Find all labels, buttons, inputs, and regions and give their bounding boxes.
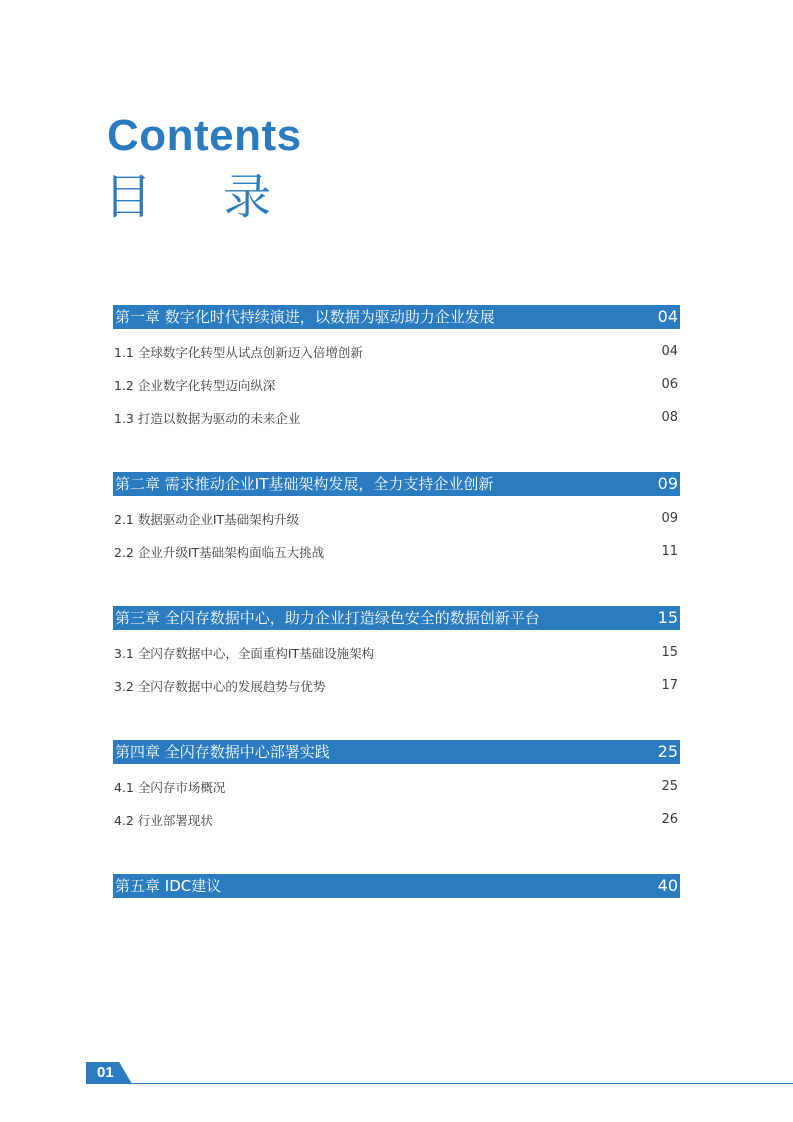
chapter-3-page: 15 [657,608,678,627]
section-2-1[interactable] [113,502,680,535]
section-4-1-page: 25 [661,779,678,794]
section-1-3-page: 08 [661,410,678,425]
chapter-2-page: 09 [657,474,678,493]
chapter-1-bar[interactable] [113,305,680,329]
chapter-1-title: 第一章 数字化时代持续演进，以数据为驱动助力企业发展 [115,308,495,326]
page-number: 01 [97,1064,114,1081]
contents-title-chinese: 目 录 [104,169,300,225]
chapter-5-title: 第五章 IDC建议 [115,877,222,895]
chapter-1 [113,305,680,434]
chapter-4 [113,740,680,836]
chapter-5-bar[interactable] [113,874,680,898]
section-1-2-page: 06 [661,377,678,392]
section-4-2-title: 4.2 行业部署现状 [114,812,213,828]
section-2-1-page: 09 [661,511,678,526]
section-3-1[interactable] [113,636,680,669]
section-1-3[interactable] [113,401,680,434]
section-4-2-page: 26 [661,812,678,827]
section-1-3-title: 1.3 打造以数据为驱动的未来企业 [114,410,301,426]
contents-title: Contents [107,111,302,160]
section-2-2-title: 2.2 企业升级IT基础架构面临五大挑战 [114,544,325,560]
section-3-2[interactable] [113,669,680,702]
footer-divider [86,1083,793,1084]
section-1-1-page: 04 [661,344,678,359]
section-1-2[interactable] [113,368,680,401]
chapter-4-page: 25 [657,742,678,761]
table-of-contents [113,305,680,898]
section-3-2-page: 17 [661,678,678,693]
chapter-5-page: 40 [657,876,678,895]
chapter-5 [113,874,680,898]
section-4-1[interactable] [113,770,680,803]
section-3-1-title: 3.1 全闪存数据中心，全面重构IT基础设施架构 [114,645,375,661]
chapter-3-title: 第三章 全闪存数据中心，助力企业打造绿色安全的数据创新平台 [115,609,540,627]
section-4-2[interactable] [113,803,680,836]
section-2-2-page: 11 [661,544,678,559]
chapter-2-bar[interactable] [113,472,680,496]
chapter-2 [113,472,680,568]
section-1-1[interactable] [113,335,680,368]
section-1-2-title: 1.2 企业数字化转型迈向纵深 [114,377,276,393]
section-1-1-title: 1.1 全球数字化转型从试点创新迈入倍增创新 [114,344,363,360]
section-3-1-page: 15 [661,645,678,660]
chapter-4-bar[interactable] [113,740,680,764]
section-2-1-title: 2.1 数据驱动企业IT基础架构升级 [114,511,300,527]
chapter-2-title: 第二章 需求推动企业IT基础架构发展，全力支持企业创新 [115,475,494,493]
section-4-1-title: 4.1 全闪存市场概况 [114,779,226,795]
chapter-1-page: 04 [657,307,678,326]
section-2-2[interactable] [113,535,680,568]
chapter-3 [113,606,680,702]
chapter-3-bar[interactable] [113,606,680,630]
chapter-4-title: 第四章 全闪存数据中心部署实践 [115,743,330,761]
section-3-2-title: 3.2 全闪存数据中心的发展趋势与优势 [114,678,326,694]
